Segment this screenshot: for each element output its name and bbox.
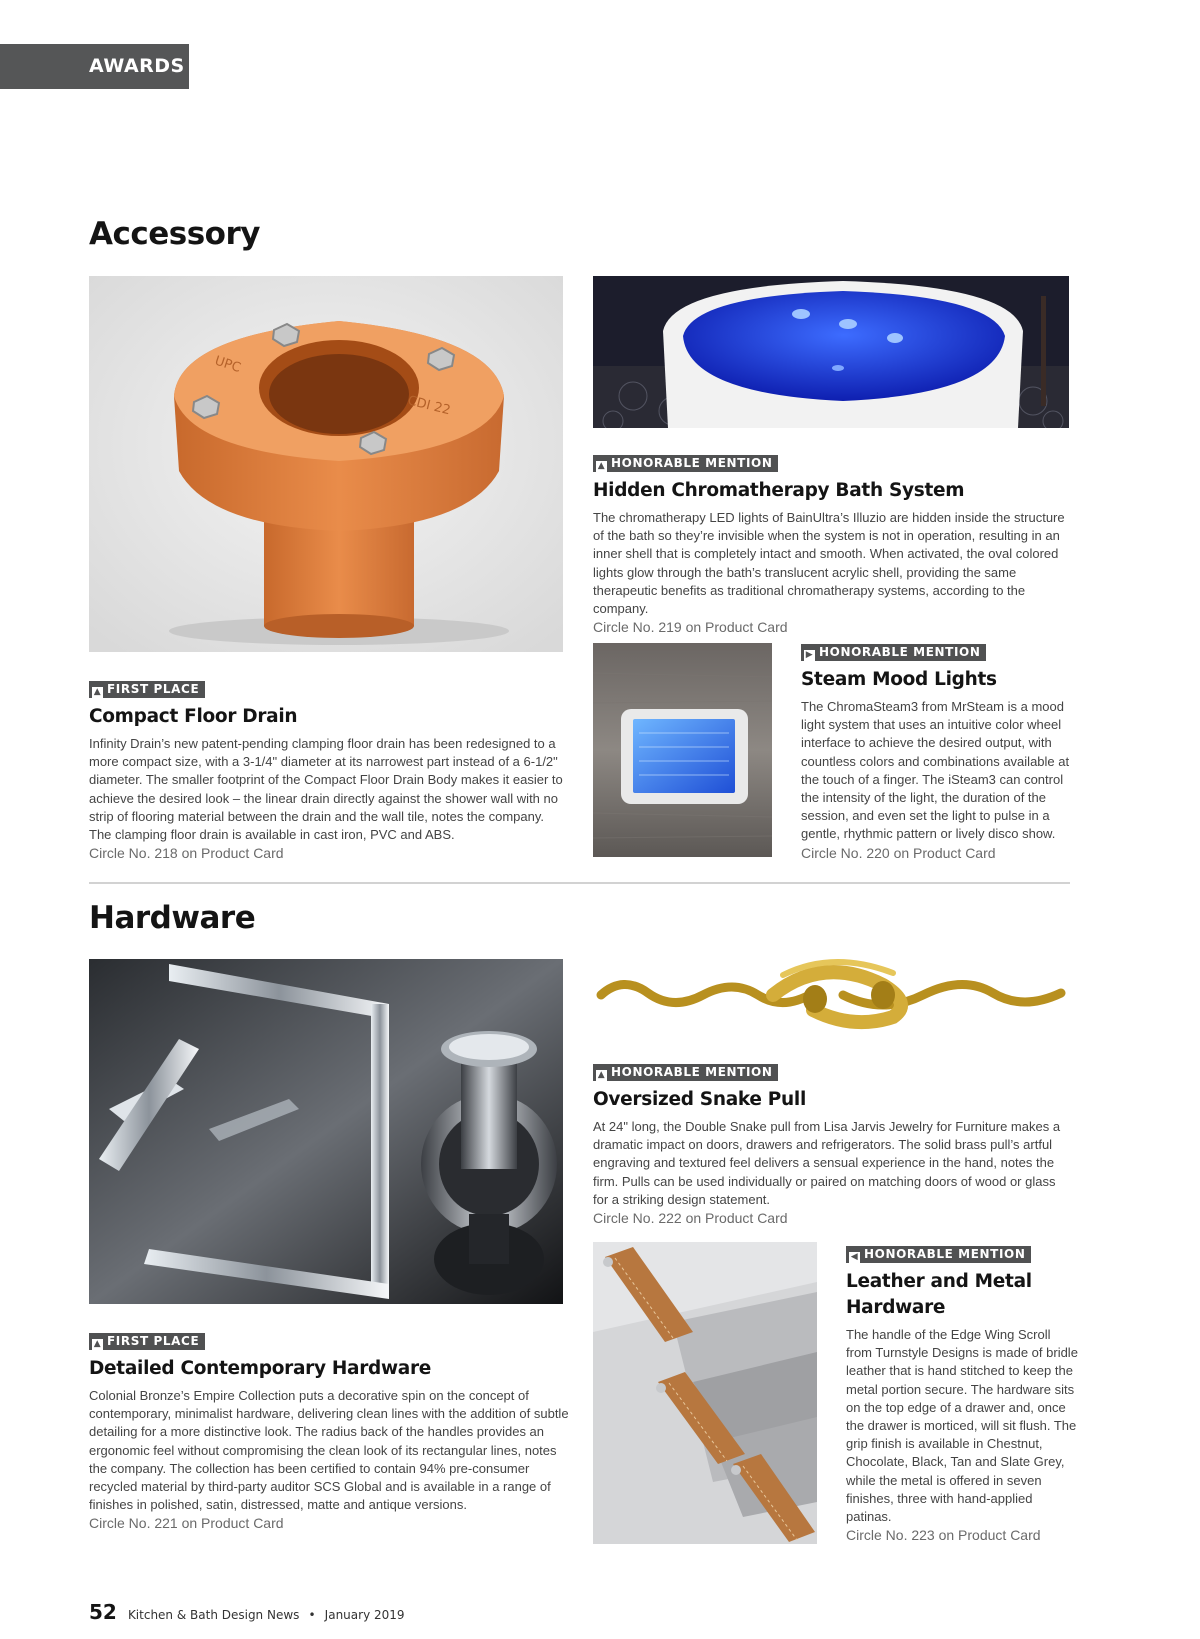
page-footer	[89, 1600, 405, 1624]
arrow-left-icon: ◀	[850, 1252, 859, 1262]
bath-system-circle-no: Circle No. 219 on Product Card	[593, 619, 788, 636]
footer-separator: •	[308, 1608, 316, 1622]
section-divider	[89, 882, 1070, 884]
snake-pull-entry	[593, 1063, 1073, 1228]
leather-hardware-circle-no: Circle No. 223 on Product Card	[846, 1527, 1041, 1544]
contemporary-hardware-circle-no: Circle No. 221 on Product Card	[89, 1515, 284, 1532]
floor-drain-entry	[89, 680, 569, 863]
bath-system-photo	[593, 276, 1069, 428]
arrow-up-icon: ▲	[93, 1339, 102, 1349]
floor-drain-title: Compact Floor Drain	[89, 706, 298, 727]
contemporary-hardware-photo	[89, 959, 563, 1304]
honorable-mention-badge: ▲ HONORABLE MENTION	[593, 1064, 778, 1081]
steam-lights-body: The ChromaSteam3 from MrSteam is a mood light system that uses an intuitive color wheel interface to achieve the desired output, with countless colors and combinations available at the touch of a finger. The iSteam3 can control the intensity of the light, the duration of the session, and even set the light to pulse in a gentle, rhythmic pattern or lively disco show.	[801, 699, 1070, 842]
photo-label-upc: UPC	[212, 353, 243, 376]
floor-drain-body: Infinity Drain’s new patent-pending clamping floor drain has been redesigned to a more compact size, with a 3-1/4" diameter at its narrowest part instead of a 6-1/2" diameter. The smaller footprint of the Compact Floor Drain Body makes it easier to achieve the desired look – the linear drain directly against the shower wall with no strip of flooring material between the drain and the wall tile, notes the company. The clamping floor drain is available in cast iron, PVC and ABS.	[89, 736, 563, 843]
snake-pull-title: Oversized Snake Pull	[593, 1089, 806, 1110]
arrow-up-icon: ▲	[93, 687, 102, 697]
honorable-mention-badge: ▶ HONORABLE MENTION	[801, 644, 986, 661]
leather-hardware-title: Leather and Metal Hardware	[846, 1271, 1032, 1318]
bath-system-body: The chromatherapy LED lights of BainUltra’s Illuzio are hidden inside the structure of the bath so they’re invisible when the system is not in operation, resulting in an inner shell that is completely intact and smooth. When activated, the oval colored lights glow through the bath’s translucent acrylic shell, providing the same therapeutic benefits as traditional chromatherapy systems, according to the company.	[593, 510, 1065, 617]
bath-system-title: Hidden Chromatherapy Bath System	[593, 480, 965, 501]
steam-lights-circle-no: Circle No. 220 on Product Card	[801, 844, 996, 861]
section-heading-accessory: Accessory	[89, 216, 260, 252]
contemporary-hardware-entry	[89, 1332, 569, 1533]
honorable-mention-badge: ▲ HONORABLE MENTION	[593, 455, 778, 472]
leather-hardware-photo	[593, 1242, 817, 1544]
snake-pull-photo	[593, 955, 1069, 1033]
leather-hardware-body: The handle of the Edge Wing Scroll from Turnstyle Designs is made of bridle leather that is hand stitched to keep the metal portion secure. The hardware sits on the top edge of a drawer and, once the drawer is morticed, will sit flush. The grip finish is available in Chestnut, Chocolate, Black, Tan and Slate Grey, while the metal is offered in seven finishes, three with hand-applied patinas.	[846, 1327, 1078, 1525]
snake-pull-body: At 24" long, the Double Snake pull from Lisa Jarvis Jewelry for Furniture makes a dramatic impact on doors, drawers and refrigerators. The solid brass pull’s artful engraving and textured feel delivers a sensual experience in the hand, notes the firm. Pulls can be used individually or paired on matching doors of wood or glass for a striking design statement.	[593, 1119, 1061, 1207]
photo-label-cdi: CDI 22	[406, 393, 452, 419]
first-place-badge: ▲ FIRST PLACE	[89, 1333, 205, 1350]
snake-pull-circle-no: Circle No. 222 on Product Card	[593, 1210, 788, 1227]
page-number: 52	[89, 1600, 117, 1624]
issue-date: January 2019	[324, 1608, 405, 1622]
bath-system-entry	[593, 454, 1073, 637]
honorable-mention-badge: ◀ HONORABLE MENTION	[846, 1246, 1031, 1263]
arrow-up-icon: ▲	[597, 461, 606, 471]
contemporary-hardware-title: Detailed Contemporary Hardware	[89, 1358, 432, 1379]
publication-name: Kitchen & Bath Design News	[127, 1608, 300, 1622]
section-tab: AWARDS	[0, 44, 189, 89]
floor-drain-photo	[89, 276, 563, 652]
steam-lights-entry	[801, 643, 1076, 863]
steam-lights-photo	[593, 643, 772, 857]
first-place-badge: ▲ FIRST PLACE	[89, 681, 205, 698]
floor-drain-circle-no: Circle No. 218 on Product Card	[89, 845, 284, 862]
arrow-up-icon: ▲	[597, 1070, 606, 1080]
arrow-right-icon: ▶	[805, 650, 814, 660]
section-heading-hardware: Hardware	[89, 900, 256, 936]
contemporary-hardware-body: Colonial Bronze’s Empire Collection puts a decorative spin on the concept of contemporary, minimalist hardware, delivering clean lines with the addition of subtle detailing for a more distinctive look. The radius back of the handles provides an ergonomic feel without compromising the clean look of its rectangular lines, notes the company. The collection has been certified to contain 94% pre-consumer recycled material by third-party auditor SCS Global and is available in a range of finishes in polished, satin, distressed, matte and antique versions.	[89, 1388, 569, 1513]
leather-hardware-entry	[846, 1245, 1078, 1545]
steam-lights-title: Steam Mood Lights	[801, 669, 997, 690]
